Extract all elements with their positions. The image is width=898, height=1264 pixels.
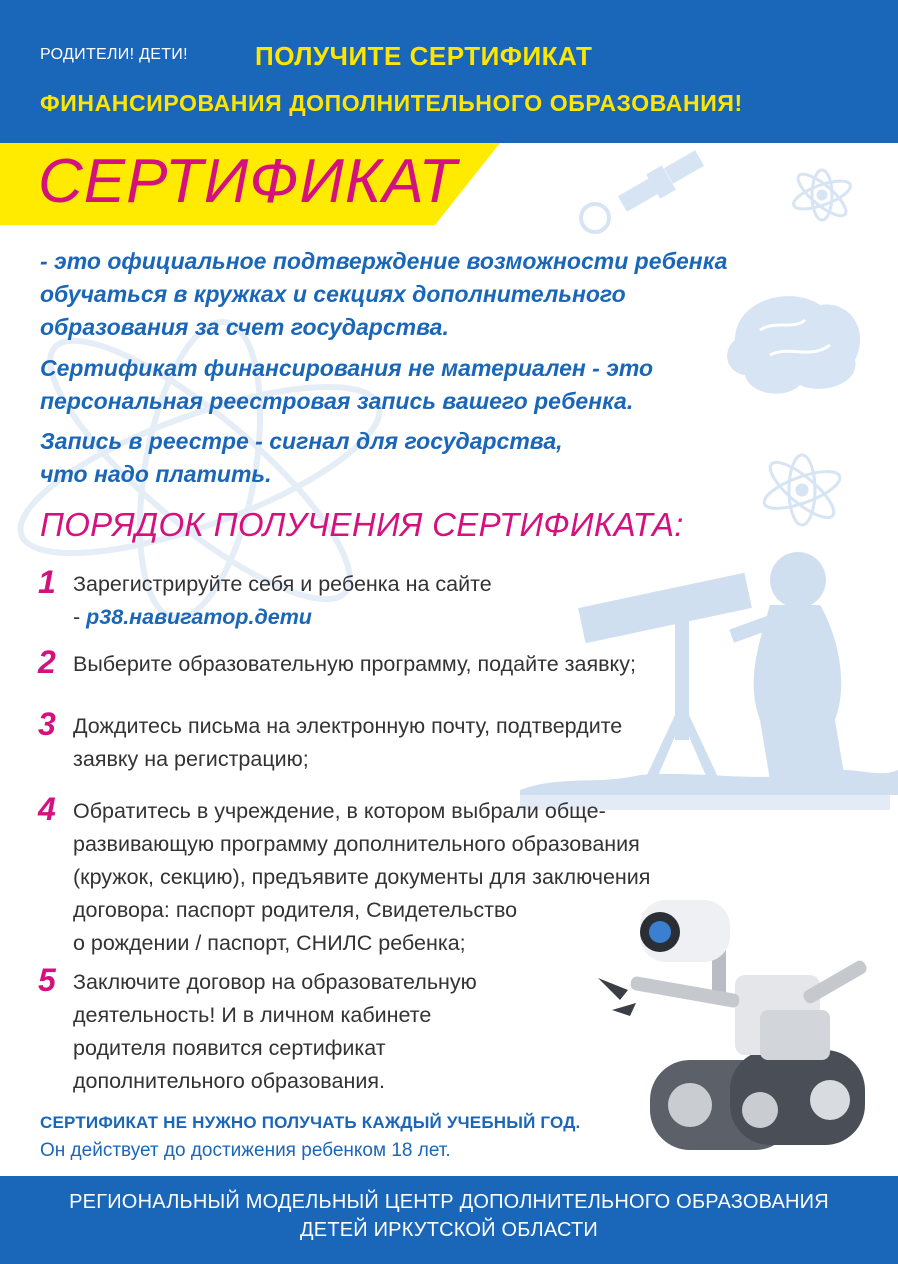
intro-line: - это официальное подтверждение возможности ребенка [40,248,728,274]
header-headline-line1: ПОЛУЧИТЕ СЕРТИФИКАТ [255,41,593,71]
step-number: 2 [38,644,56,680]
step-line: развивающую программу дополнительного образования [73,832,640,856]
step-line [73,601,492,634]
annual-note-bold: СЕРТИФИКАТ НЕ НУЖНО ПОЛУЧАТЬ КАЖДЫЙ УЧЕБНЫЙ ГОД. [40,1113,581,1132]
step-number: 5 [38,962,56,998]
step-line: договора: паспорт родителя, Свидетельство [73,898,518,922]
intro-line: персональная реестровая запись вашего ребенка. [40,388,634,414]
step-line: Выберите образовательную программу, подайте заявку; [73,652,636,676]
footer-line: РЕГИОНАЛЬНЫЙ МОДЕЛЬНЫЙ ЦЕНТР ДОПОЛНИТЕЛЬНОГО ОБРАЗОВАНИЯ [69,1191,829,1213]
step-line: о рождении / паспорт, СНИЛС ребенка; [73,931,466,955]
atom-icon [760,454,844,525]
link-prefix: - [73,605,87,629]
step-line: дополнительного образования. [73,1069,385,1093]
intro-line: что надо платить. [40,461,272,487]
step-line: деятельность! И в личном кабинете [73,1003,432,1027]
step-number: 3 [38,706,56,742]
header-headline-line2: ФИНАНСИРОВАНИЯ ДОПОЛНИТЕЛЬНОГО ОБРАЗОВАНИЯ! [40,90,743,116]
step-text [73,966,477,1098]
atom-icon [790,168,853,222]
step-line: Дождитесь письма на электронную почту, подтвердите [73,714,623,738]
step-number: 4 [38,791,56,827]
step-line: заявку на регистрацию; [73,747,309,771]
intro-line: образования за счет государства. [40,314,449,340]
intro-line: Запись в реестре - сигнал для государства, [40,428,563,454]
step-text [73,710,622,776]
header-greeting: РОДИТЕЛИ! ДЕТИ! [40,46,188,63]
step-text [73,568,492,634]
step-text [73,795,650,960]
page-title: СЕРТИФИКАТ [38,147,458,216]
validity-note: Он действует до достижения ребенком 18 лет. [40,1140,451,1161]
footer-line: ДЕТЕЙ ИРКУТСКОЙ ОБЛАСТИ [300,1219,598,1241]
intro-line: обучаться в кружках и секциях дополнительного [40,281,626,307]
satellite-icon [581,150,704,232]
header-bar [0,0,898,143]
intro-paragraph-3 [40,425,740,491]
step-line: родителя появится сертификат [73,1036,386,1060]
intro-paragraph-1 [40,245,840,344]
step-text [73,648,636,681]
navigator-site-link[interactable]: р38.навигатор.дети [86,605,312,629]
step-line: (кружок, секцию), предъявите документы для заключения [73,865,651,889]
step-number: 1 [38,564,56,600]
step-line: Обратитесь в учреждение, в котором выбрали обще- [73,799,606,823]
step-line: Зарегистрируйте себя и ребенка на сайте [73,572,492,596]
section-heading: ПОРЯДОК ПОЛУЧЕНИЯ СЕРТИФИКАТА: [40,506,684,543]
step-line: Заключите договор на образовательную [73,970,477,994]
footer-bar [0,1176,898,1264]
intro-paragraph-2 [40,352,800,418]
intro-line: Сертификат финансирования не материален - это [40,355,654,381]
